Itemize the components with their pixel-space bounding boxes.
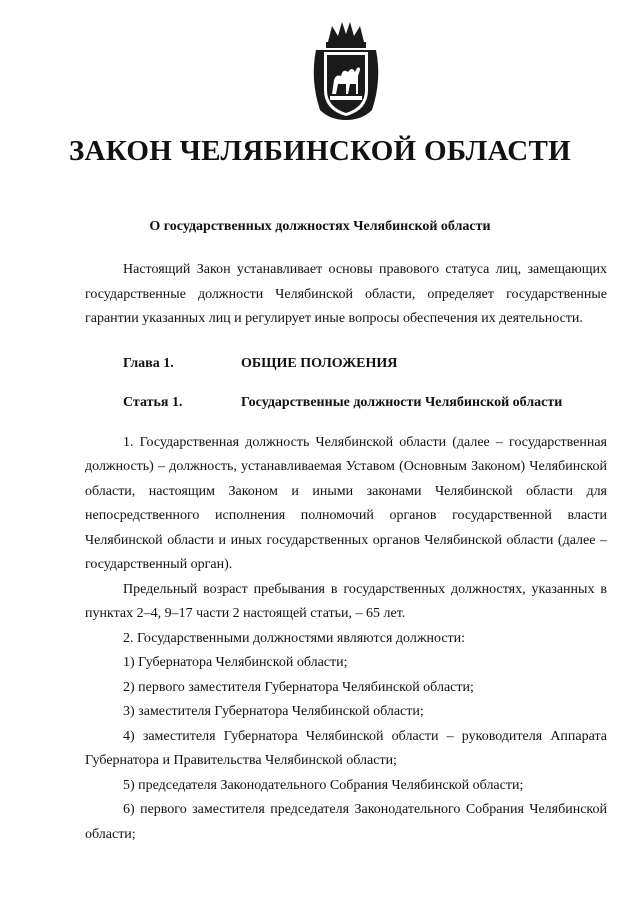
article-name: Государственные должности Челябинской области: [241, 395, 563, 410]
list-item: 4) заместителя Губернатора Челябинской области – руководителя Аппарата Губернатора и Правительства Челябинской области;: [85, 728, 607, 768]
article-number: Статья 1.: [123, 395, 183, 410]
law-subtitle: О государственных должностях Челябинской области: [149, 219, 491, 234]
law-title: ЗАКОН ЧЕЛЯБИНСКОЙ ОБЛАСТИ: [68, 135, 572, 167]
list-item: 5) председателя Законодательного Собрания Челябинской области;: [123, 777, 524, 793]
chapter-name: ОБЩИЕ ПОЛОЖЕНИЯ: [241, 355, 398, 371]
paragraph-2: 2. Государственными должностями являются должности:: [123, 630, 466, 646]
chapter-number: Глава 1.: [123, 355, 174, 371]
list-item: 1) Губернатора Челябинской области;: [123, 655, 348, 670]
paragraph-age-limit: Предельный возраст пребывания в государственных должностях, указанных в пунктах 2–4, 9–17 части 2 настоящей статьи, – 65 лет.: [85, 581, 607, 621]
list-item: 2) первого заместителя Губернатора Челябинской области;: [123, 679, 474, 695]
list-item: 6) первого заместителя председателя Законодательного Собрания Челябинской области;: [85, 802, 607, 842]
paragraph-1: 1. Государственная должность Челябинской области (далее – государственная должность) – должность, устанавливаемая Уставом (Основным Законом) Челябинской области, настоящим Законом и иными законами Челябинской области для непосредственного исполнения полномочий органов государственной власти Челябинской области и иных государственных органов Челябинской области (далее – государственный орган).: [85, 434, 607, 572]
chapter-heading: [85, 352, 607, 377]
coat-of-arms-icon: [310, 20, 382, 122]
intro-paragraph: Настоящий Закон устанавливает основы правового статуса лиц, замещающих государственные должности Челябинской области, определяет государственные гарантии указанных лиц и регулирует иные вопросы обеспечения их деятельности.: [85, 262, 607, 326]
article-heading: [85, 391, 607, 416]
document-body: [85, 258, 607, 847]
list-item: 3) заместителя Губернатора Челябинской области;: [123, 704, 424, 719]
